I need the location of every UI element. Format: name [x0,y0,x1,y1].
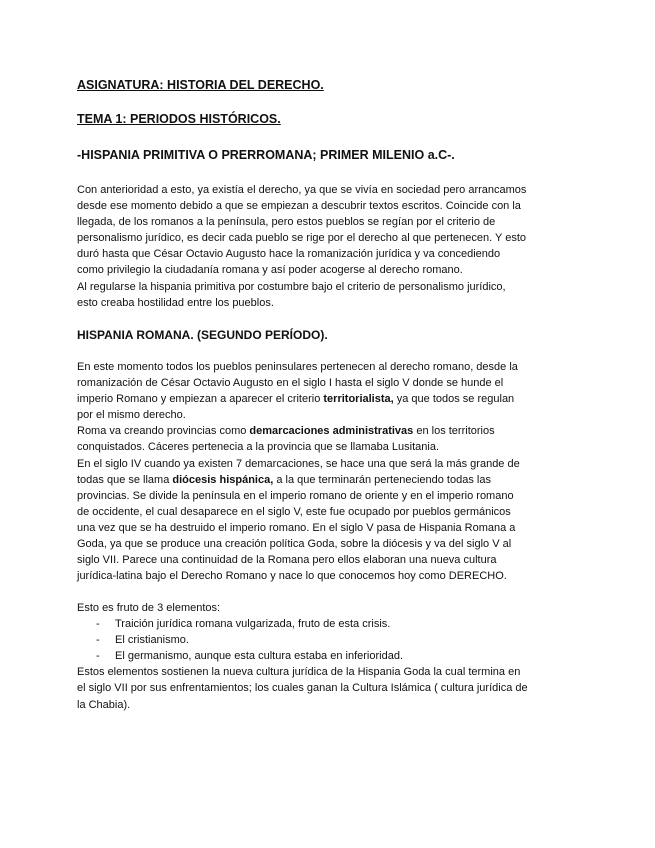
text-run: todas que se llama [77,473,173,486]
section-body-hispania-primitiva [77,182,577,311]
list-item [77,632,577,648]
bullet-dash: - [96,650,100,663]
paragraph-line: de occidente, el cual desaparece en el siglo V, este fue ocupado por pueblos germánicos [77,505,511,518]
paragraph-line: En el siglo IV cuando ya existen 7 demarcaciones, se hace una que será la más grande de [77,457,520,470]
paragraph-line: Estos elementos sostienen la nueva cultura jurídica de la Hispania Goda la cual termina en [77,666,521,679]
paragraph-line: como privilegio la ciudadanía romana y así poder acogerse al derecho romano. [77,264,463,277]
elements-list [77,616,577,664]
text-run: ya que todos se regulan [393,393,515,406]
paragraph-line: llegada, de los romanos a la península, pero estos pueblos se regían por el criterio de [77,216,496,229]
list-item [77,648,577,664]
paragraph-line: provincias. Se divide la península en el imperio romano de oriente y en el imperio romano [77,489,514,502]
paragraph-line: Goda, ya que se produce una creación política Goda, sobre la diócesis y va del siglo V al [77,538,512,551]
paragraph-line: siglo VII. Parece una continuidad de la Romana pero ellos elaboran una nueva cultura [77,554,497,567]
paragraph-line [77,423,577,439]
list-item-text: Traición jurídica romana vulgarizada, fruto de esta crisis. [115,618,391,631]
paragraph-line: En este momento todos los pueblos peninsulares pertenecen al derecho romano, desde la [77,361,518,373]
paragraph-line: conquistados. Cáceres pertenecia a la provincia que se llamaba Lusitania. [77,441,439,454]
list-item [77,616,577,632]
bullet-dash: - [96,634,100,647]
text-run: imperio Romano y empiezan a aparecer el criterio [77,393,324,406]
paragraph-line: Esto es fruto de 3 elementos: [77,602,221,614]
paragraph-line: personalismo jurídico, es decir cada pueblo se rige por el derecho al que pertenecen. Y esto [77,232,527,245]
paragraph-line: la Chabia). [77,698,131,711]
section-body-elementos [77,600,577,713]
text-run: Roma va creando provincias como [77,425,250,438]
paragraph-line: por el mismo derecho. [77,409,186,422]
paragraph-line: duró hasta que César Octavio Augusto hace la romanización jurídica y va concediendo [77,248,501,261]
paragraph-line: esto creaba hostilidad entre los pueblos. [77,296,274,309]
text-run: en los territorios [413,425,495,438]
bold-term-diocesis: diócesis hispánica, [172,473,274,486]
list-item-text: El germanismo, aunque esta cultura estaba en inferioridad. [115,650,404,663]
paragraph-line [77,391,577,407]
text-run: a la que terminarán perteneciendo todas las [273,473,491,486]
paragraph-line: Al regularse la hispania primitiva por costumbre bajo el criterio de personalismo jurídico, [77,280,506,293]
paragraph-line: una vez que se ha destruido el imperio romano. En el siglo V pasa de Hispania Romana a [77,521,516,534]
paragraph-line: desde ese momento debido a que se empiezan a descubrir textos escritos. Coincide con la [77,200,521,213]
bold-term-demarcaciones: demarcaciones administrativas [249,425,414,438]
paragraph-line: jurídica-latina bajo el Derecho Romano y nace lo que conocemos hoy como DERECHO. [77,570,507,583]
list-item-text: El cristianismo. [115,634,189,647]
subject-heading: ASIGNATURA: HISTORIA DEL DERECHO. [77,78,324,92]
paragraph-line: romanización de César Octavio Augusto en el siglo I hasta el siglo V donde se hunde el [77,377,504,390]
topic-heading: TEMA 1: PERIODOS HISTÓRICOS. [77,112,281,126]
bold-term-territorialista: territorialista, [323,393,394,406]
bullet-dash: - [96,618,100,631]
section-heading-hispania-primitiva: -HISPANIA PRIMITIVA O PRERROMANA; PRIMER MILENIO a.C-. [77,148,455,162]
paragraph-line: el siglo VII por sus enfrentamientos; los cuales ganan la Cultura Islámica ( cultura jurídica de [77,682,528,695]
section-body-hispania-romana [77,359,577,584]
paragraph-line: Con anterioridad a esto, ya existía el derecho, ya que se vivía en sociedad pero arrancamos [77,184,527,196]
paragraph-line [77,472,577,488]
section-heading-hispania-romana: HISPANIA ROMANA. (SEGUNDO PERÍODO). [77,328,328,342]
